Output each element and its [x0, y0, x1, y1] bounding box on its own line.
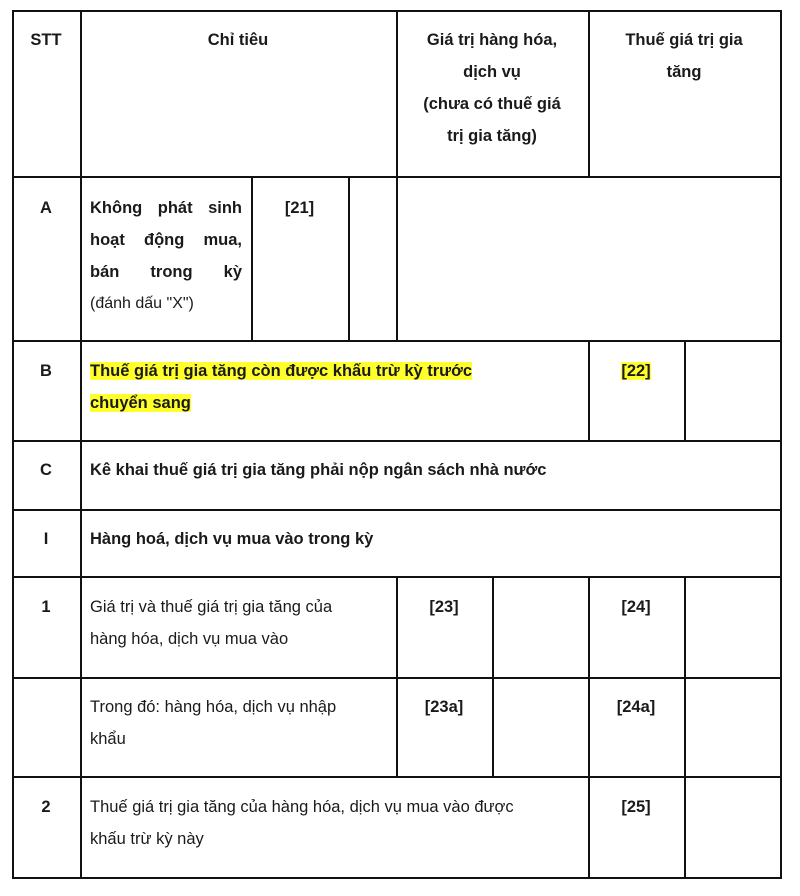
- row-i-stt: I: [43, 530, 49, 548]
- row-1-code-value: [23]: [429, 598, 459, 616]
- row-divider: [12, 440, 782, 442]
- row-b-stt: B: [40, 362, 52, 380]
- table-border-bottom: [12, 877, 782, 879]
- header-chi-tieu: Chỉ tiêu: [207, 31, 269, 49]
- row-2-code-tax: [25]: [621, 798, 651, 816]
- row-1-label: [90, 591, 390, 655]
- col-divider: [684, 340, 686, 440]
- row-b-label: [90, 355, 580, 419]
- header-gia-tri-line: dịch vụ: [463, 63, 521, 81]
- header-gia-tri-line: Giá trị hàng hóa,: [426, 31, 558, 49]
- row-2-stt: 2: [41, 798, 51, 816]
- header-stt: STT: [30, 31, 62, 49]
- header-gia-tri-line: (chưa có thuế giá: [423, 95, 561, 113]
- header-gia-tri: [396, 24, 588, 152]
- header-gia-tri-line: trị gia tăng): [447, 127, 537, 145]
- row-2-line: khấu trừ kỳ này: [90, 830, 204, 848]
- row-1-line: Giá trị và thuế giá trị gia tăng của: [90, 598, 333, 616]
- col-divider: [492, 576, 494, 777]
- col-divider: [396, 176, 398, 340]
- row-2-label: [90, 791, 584, 855]
- row-a-line: Không phát sinh: [90, 199, 242, 217]
- row-1-line: hàng hóa, dịch vụ mua vào: [90, 630, 289, 648]
- row-1a-code-value: [23a]: [424, 698, 464, 716]
- row-a-stt: A: [40, 199, 52, 217]
- row-b-line: [90, 387, 580, 419]
- row-c-stt: C: [40, 461, 52, 479]
- table-border-left: [12, 10, 14, 879]
- header-thue: [588, 24, 780, 88]
- row-1-code-tax: [24]: [621, 598, 651, 616]
- row-1a-line: Trong đó: hàng hóa, dịch vụ nhập: [90, 698, 337, 716]
- row-1-stt: 1: [41, 598, 51, 616]
- row-i-label: Hàng hoá, dịch vụ mua vào trong kỳ: [90, 530, 374, 548]
- header-thue-line: Thuế giá trị gia: [625, 31, 743, 49]
- row-1a-line: khẩu: [90, 730, 126, 748]
- row-a-label: [90, 192, 242, 320]
- row-a-line: hoạt động mua,: [90, 231, 242, 249]
- row-b-line: [90, 355, 580, 387]
- row-1a-code-tax: [24a]: [616, 698, 656, 716]
- vat-declaration-table: [12, 10, 782, 880]
- highlighted-text: chuyển sang: [90, 394, 191, 412]
- header-thue-line: tăng: [666, 63, 702, 81]
- row-divider: [12, 340, 782, 342]
- col-divider: [348, 176, 350, 340]
- row-c-label: Kê khai thuế giá trị gia tăng phải nộp ngân sách nhà nước: [90, 461, 547, 479]
- row-a-code: [21]: [284, 199, 315, 217]
- table-border-right: [780, 10, 782, 879]
- row-b-code: [588, 355, 684, 387]
- row-a-line: bán trong kỳ: [90, 263, 242, 281]
- row-divider: [12, 509, 782, 511]
- row-a-note: (đánh dấu "X"): [90, 295, 194, 312]
- highlighted-code: [22]: [621, 362, 651, 380]
- row-2-line: Thuế giá trị gia tăng của hàng hóa, dịch vụ mua vào được: [90, 798, 514, 816]
- row-1a-label: [90, 691, 390, 755]
- col-divider: [80, 10, 82, 879]
- col-divider: [684, 576, 686, 878]
- highlighted-text: Thuế giá trị gia tăng còn được khấu trừ kỳ trước: [90, 362, 473, 380]
